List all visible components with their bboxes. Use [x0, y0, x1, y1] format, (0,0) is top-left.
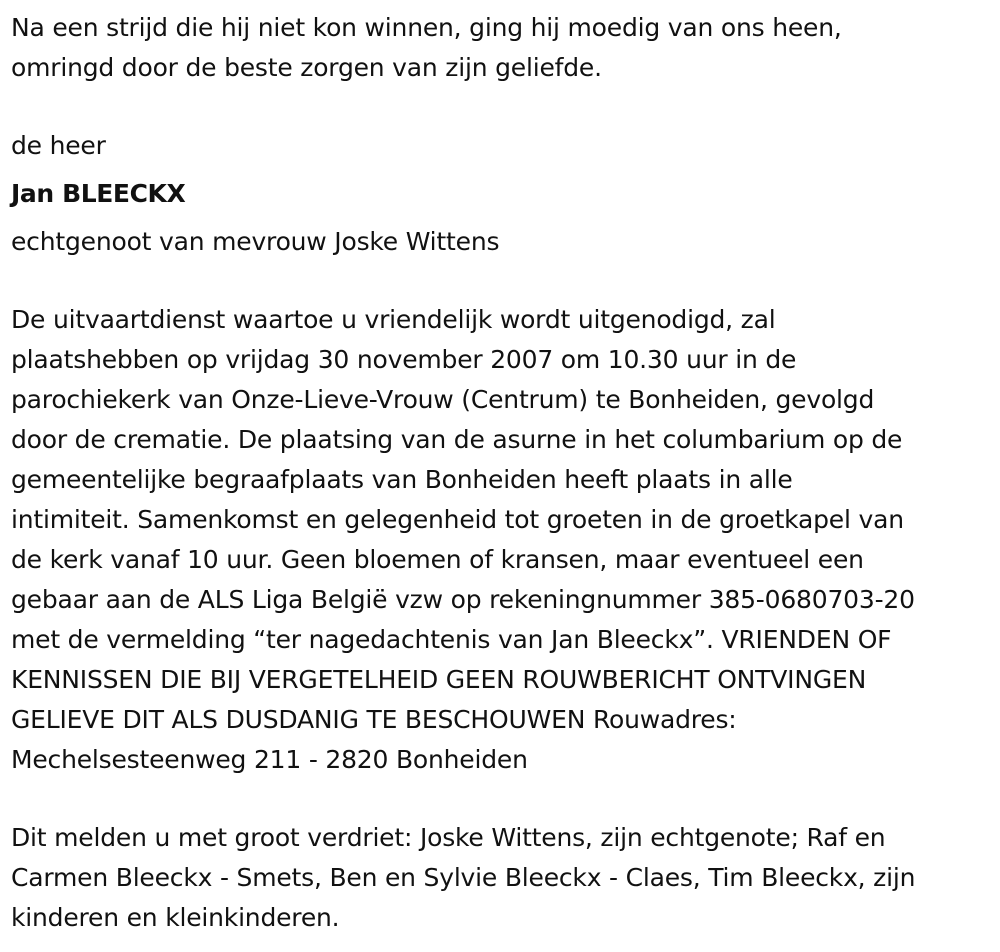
service-line: parochiekerk van Onze-Lieve-Vrouw (Centrum) te Bonheiden, gevolgd: [11, 385, 875, 414]
service-line: intimiteit. Samenkomst en gelegenheid tot groeten in de groetkapel van: [11, 505, 904, 534]
spacer: [11, 780, 990, 818]
spacer: [11, 88, 990, 126]
service-line: met de vermelding “ter nagedachtenis van Jan Bleeckx”. VRIENDEN OF: [11, 625, 892, 654]
family-line: Carmen Bleeckx - Smets, Ben en Sylvie Bleeckx - Claes, Tim Bleeckx, zijn: [11, 863, 916, 892]
service-line: Mechelsesteenweg 211 - 2820 Bonheiden: [11, 745, 528, 774]
intro-line-1: Na een strijd die hij niet kon winnen, ging hij moedig van ons heen,: [11, 13, 842, 42]
intro-paragraph: [11, 8, 990, 88]
service-line: door de crematie. De plaatsing van de asurne in het columbarium op de: [11, 425, 903, 454]
family-paragraph: [11, 818, 990, 938]
service-line: gebaar aan de ALS Liga België vzw op rekeningnummer 385-0680703-20: [11, 585, 915, 614]
family-line: kinderen en kleinkinderen.: [11, 903, 340, 932]
service-line: KENNISSEN DIE BIJ VERGETELHEID GEEN ROUWBERICHT ONTVINGEN: [11, 665, 867, 694]
intro-line-2: omringd door de beste zorgen van zijn geliefde.: [11, 53, 602, 82]
spacer: [11, 262, 990, 300]
deceased-name: Jan BLEECKX: [11, 179, 186, 208]
service-line: De uitvaartdienst waartoe u vriendelijk wordt uitgenodigd, zal: [11, 305, 776, 334]
service-line: plaatshebben op vrijdag 30 november 2007 om 10.30 uur in de: [11, 345, 797, 374]
family-line: Dit melden u met groot verdriet: Joske Wittens, zijn echtgenote; Raf en: [11, 823, 886, 852]
service-line: GELIEVE DIT ALS DUSDANIG TE BESCHOUWEN Rouwadres:: [11, 705, 737, 734]
service-paragraph: [11, 300, 990, 780]
service-line: de kerk vanaf 10 uur. Geen bloemen of kransen, maar eventueel een: [11, 545, 864, 574]
honorific: de heer: [11, 131, 106, 160]
deceased-block: [11, 126, 990, 262]
service-line: gemeentelijke begraafplaats van Bonheiden heeft plaats in alle: [11, 465, 793, 494]
spouse-line: echtgenoot van mevrouw Joske Wittens: [11, 227, 500, 256]
